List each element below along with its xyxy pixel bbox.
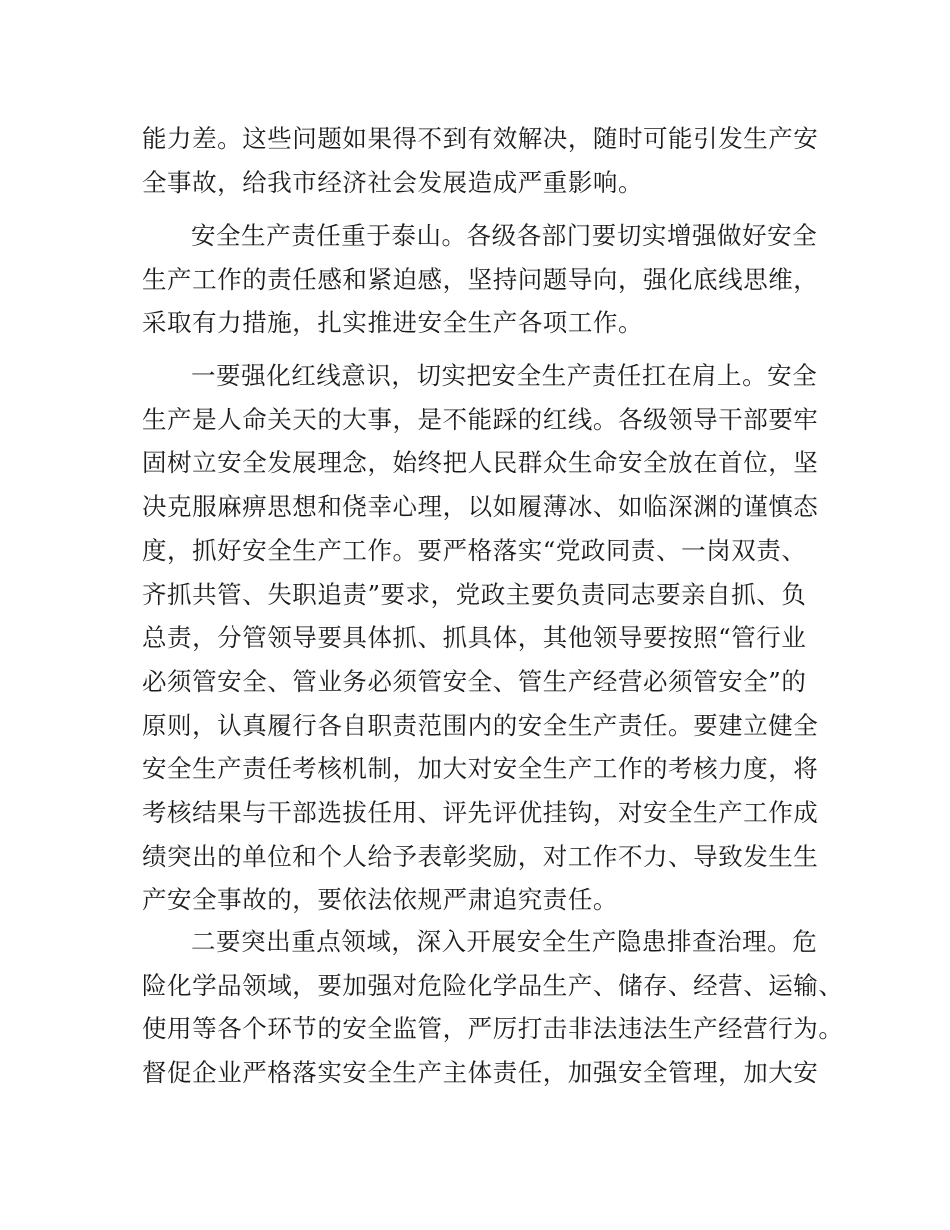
text-line: 原则，认真履行各自职责范围内的安全生产责任。要建立健全: [142, 710, 819, 740]
text-line: 度，抓好安全生产工作。要严格落实“党政同责、一岗双责、: [142, 535, 807, 565]
text-line: 总责，分管领导要具体抓、抓具体，其他领导要按照“管行业: [142, 623, 807, 653]
paragraph-1: [142, 117, 818, 204]
text-line: 绩突出的单位和个人给予表彰奖励，对工作不力、导致发生生: [142, 841, 819, 871]
paragraph-4: [142, 920, 843, 1095]
paragraph-2: [142, 214, 818, 345]
text-line: 安全生产责任考核机制，加大对安全生产工作的考核力度，将: [142, 754, 819, 784]
text-line: 能力差。这些问题如果得不到有效解决，随时可能引发生产安: [142, 124, 819, 153]
text-line: 使用等各个环节的安全监管，严厉打击非法违法生产经营行为。: [142, 1014, 844, 1044]
text-line: 固树立安全发展理念，始终把人民群众生命安全放在首位，坚: [142, 448, 819, 478]
text-line: 决克服麻痹思想和侥幸心理，以如履薄冰、如临深渊的谨慎态: [142, 492, 819, 522]
text-line: 督促企业严格落实安全生产主体责任，加强安全管理，加大安: [142, 1058, 819, 1088]
paragraph-3: [142, 354, 818, 922]
text-line: 一要强化红线意识，切实把安全生产责任扛在肩上。安全: [191, 361, 818, 390]
text-line: 二要突出重点领域，深入开展安全生产隐患排查治理。危: [191, 927, 818, 956]
text-line: 生产是人命关天的大事，是不能踩的红线。各级领导干部要牢: [142, 404, 819, 434]
text-line: 生产工作的责任感和紧迫感，坚持问题导向，强化底线思维，: [142, 264, 819, 294]
text-line: 考核结果与干部选拔任用、评先评优挂钩，对安全生产工作成: [142, 798, 819, 828]
text-line: 全事故，给我市经济社会发展造成严重影响。: [142, 167, 643, 197]
text-line: 安全生产责任重于泰山。各级各部门要切实增强做好安全: [191, 221, 818, 250]
text-line: 必须管安全、管业务必须管安全、管生产经营必须管安全”的: [142, 666, 807, 696]
text-line: 产安全事故的，要依法依规严肃追究责任。: [142, 885, 618, 915]
text-line: 险化学品领域，要加强对危险化学品生产、储存、经营、运输、: [142, 970, 844, 1000]
text-line: 采取有力措施，扎实推进安全生产各项工作。: [142, 308, 643, 338]
text-line: 齐抓共管、失职追责”要求，党政主要负责同志要亲自抓、负: [142, 579, 807, 609]
